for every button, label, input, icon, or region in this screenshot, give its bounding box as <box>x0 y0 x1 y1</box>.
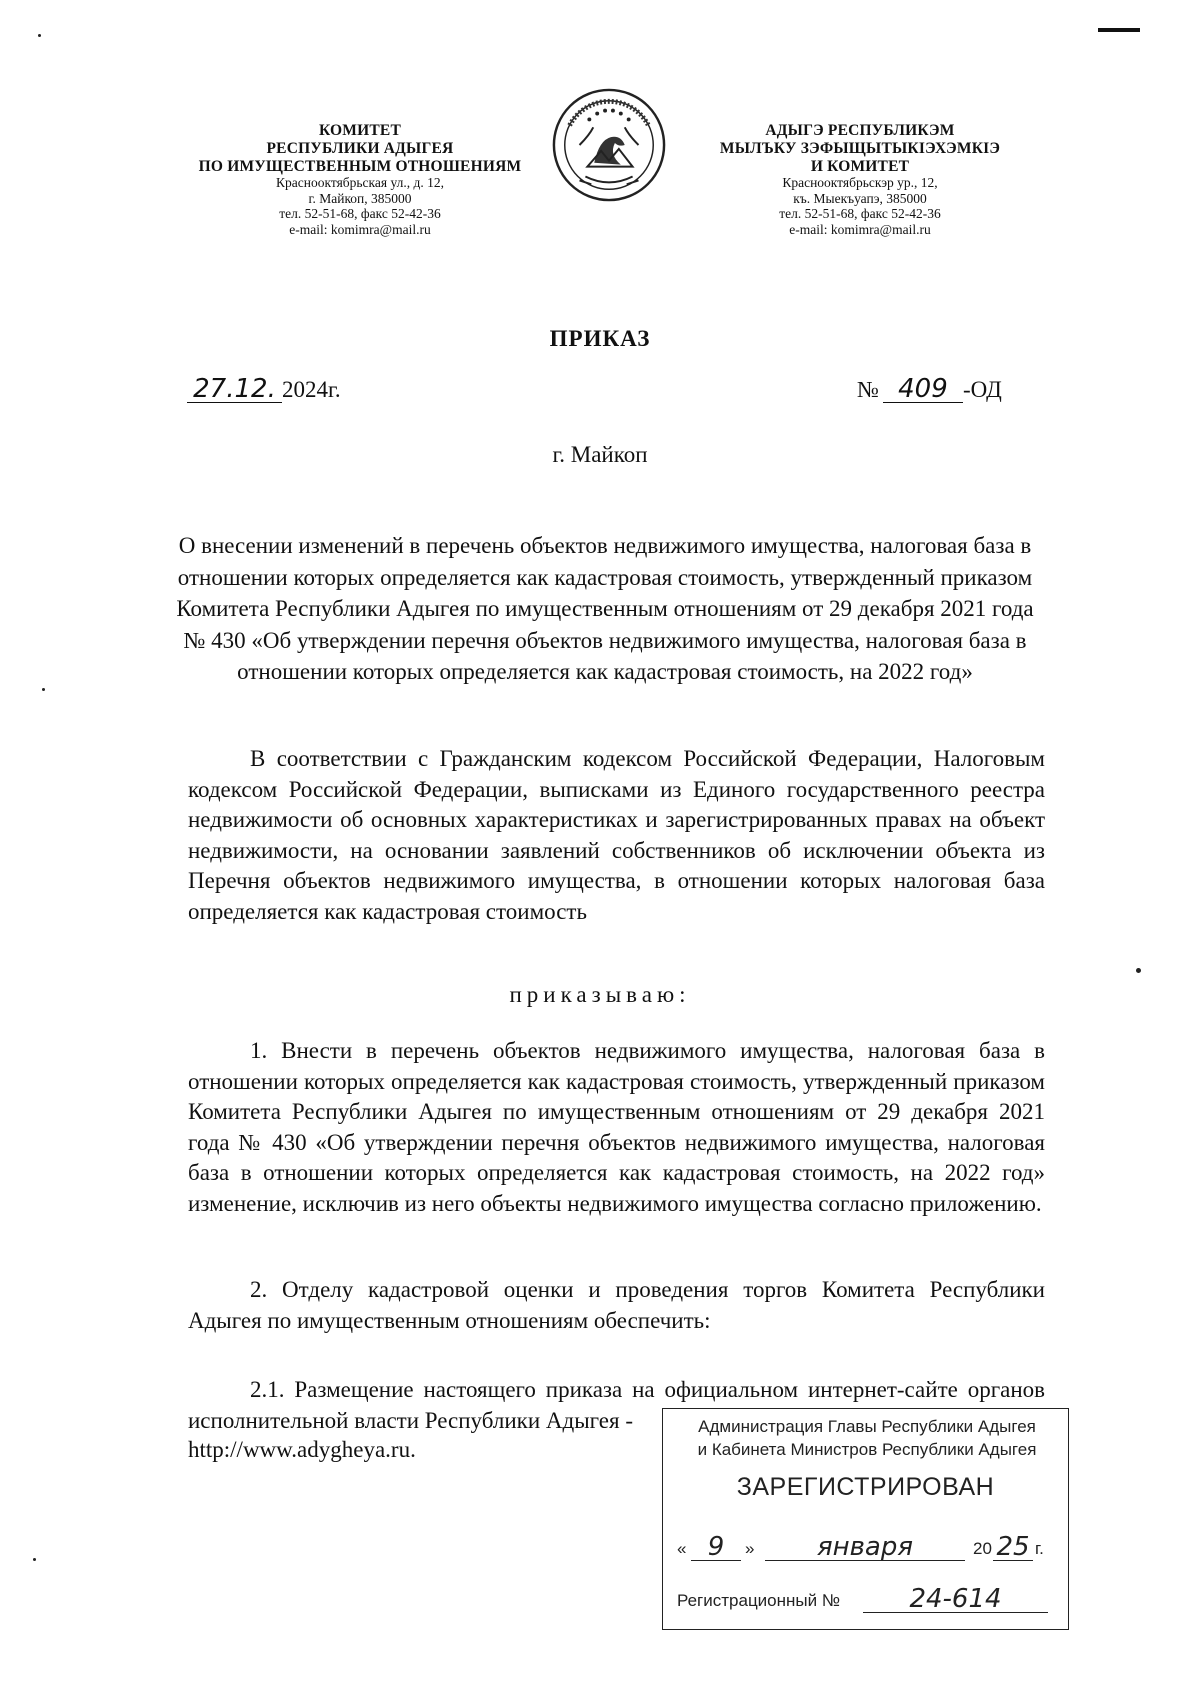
stamp-open-quote: « <box>677 1539 687 1558</box>
stamp-title: ЗАРЕГИСТРИРОВАН <box>736 1473 995 1501</box>
address-line: тел. 52-51-68, факс 52-42-36 <box>279 206 441 222</box>
order-subject: О внесении изменений в перечень объектов недвижимого имущества, налоговая база в отношении которых определяется как кадастровая стоимость, утвержденный приказом Комитета Республики Адыгея по имущественным отношениям от 29 декабря 2021 года № 430 «Об утверждении перечня объектов недвижимого имущества, налоговая база в отношении которых определяется как кадастровая стоимость, на 2022 год» <box>176 533 1034 684</box>
stamp-org-line: Администрация Главы Республики Адыгея <box>698 1417 1036 1436</box>
org-name-line: РЕСПУБЛИКИ АДЫГЕЯ <box>266 139 454 157</box>
handwritten-number: 409 <box>883 376 963 403</box>
org-name-line: АДЫГЭ РЕСПУБЛИКЭМ <box>765 122 955 139</box>
stamp-year: 25 <box>993 1534 1033 1561</box>
preamble-paragraph: В соответствии с Гражданским кодексом Российской Федерации, Налоговым кодексом Российской Федерации, выписками из Единого государственного реестра недвижимости об основных характеристиках и зарегистрированных правах на объект недвижимости, на основании заявлений собственников об исключении объекта из Перечня объектов недвижимого имущества, в отношении которых налоговая база определяется как кадастровая стоимость <box>188 746 1045 924</box>
org-name-line: И КОМИТЕТ <box>810 157 910 175</box>
date-suffix: 2024г. <box>282 377 341 402</box>
city-line: г. Майкоп <box>552 442 648 467</box>
document-number <box>857 376 1002 403</box>
stamp-month: января <box>765 1534 965 1561</box>
registration-stamp <box>662 1408 1069 1630</box>
number-suffix: -ОД <box>962 377 1002 402</box>
stamp-year-prefix: 20 <box>973 1539 992 1558</box>
stamp-year-suffix: г. <box>1035 1539 1044 1558</box>
stamp-reg-label: Регистрационный № <box>677 1591 841 1610</box>
item-2-1-paragraph: 2.1. Размещение настоящего приказа на официальном интернет-сайте органов исполнительной власти Республики Адыгея - <box>188 1377 1045 1433</box>
address-line: тел. 52-51-68, факс 52-42-36 <box>779 206 941 222</box>
scan-speck <box>42 688 45 691</box>
stamp-org-line: и Кабинета Министров Республики Адыгея <box>697 1440 1037 1459</box>
number-prefix: № <box>857 377 879 402</box>
order-word: приказываю: <box>509 982 691 1007</box>
address-line: г. Майкоп, 385000 <box>308 190 412 206</box>
header-left-block <box>180 122 540 238</box>
address-line: Краснооктябрьская ул., д. 12, <box>276 175 444 191</box>
item-2-paragraph: 2. Отделу кадастровой оценки и проведения торгов Комитета Республики Адыгея по имущественным отношениям обеспечить: <box>188 1277 1045 1333</box>
address-line: къ. Мыекъуапэ, 385000 <box>793 190 927 206</box>
org-name-line: ПО ИМУЩЕСТВЕННЫМ ОТНОШЕНИЯМ <box>198 157 522 175</box>
org-name-line: МЫЛЪКУ ЗЭФЫЩЫТЫКIЭХЭМКIЭ <box>719 139 1001 157</box>
stamp-organization <box>671 1415 1063 1461</box>
stamp-date-row <box>673 1529 1063 1563</box>
handwritten-date: 27.12. <box>187 376 282 403</box>
coat-of-arms-icon <box>550 86 668 204</box>
stamp-close-quote: » <box>745 1539 755 1558</box>
document-date <box>187 376 341 403</box>
scan-speck <box>1136 968 1141 973</box>
scan-speck <box>38 34 41 37</box>
stamp-reg-number: 24-614 <box>863 1586 1048 1613</box>
stamp-registration-row <box>673 1581 1063 1615</box>
org-name-line: КОМИТЕТ <box>318 122 401 139</box>
scan-speck <box>33 1558 36 1561</box>
website-link[interactable]: http://www.adygheya.ru. <box>188 1437 416 1462</box>
address-line: e-mail: komimra@mail.ru <box>289 221 431 237</box>
address-line: e-mail: komimra@mail.ru <box>789 221 931 237</box>
stamp-day: 9 <box>691 1534 741 1561</box>
address-line: Краснооктябрьскэр ур., 12, <box>782 175 938 191</box>
item-1-paragraph: 1. Внести в перечень объектов недвижимого имущества, налоговая база в отношении которых определяется как кадастровая стоимость, утвержденный приказом Комитета Республики Адыгея по имущественным отношениям от 29 декабря 2021 года № 430 «Об утверждении перечня объектов недвижимого имущества, налоговая база в отношении которых определяется как кадастровая стоимость, на 2022 год» изменение, исключив из него объекты недвижимого имущества согласно приложению. <box>188 1038 1045 1216</box>
header-right-block <box>690 122 1030 238</box>
scan-mark <box>1098 28 1140 32</box>
document-title: ПРИКАЗ <box>549 326 651 351</box>
